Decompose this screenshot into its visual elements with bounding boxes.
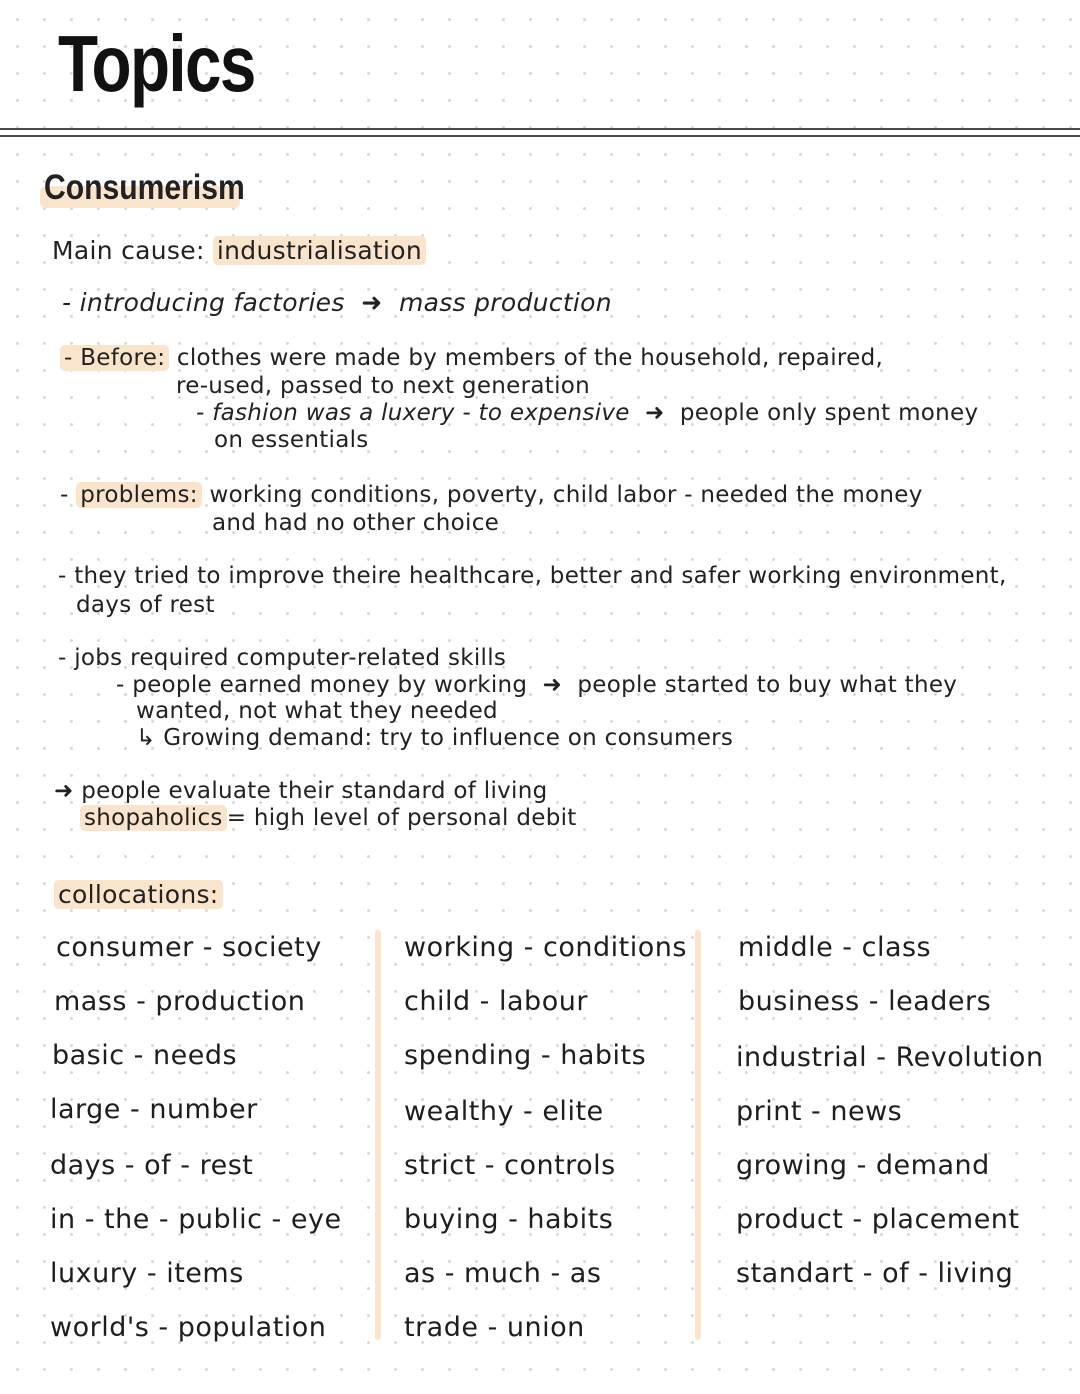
column-divider-1 <box>375 930 381 1340</box>
note-shopaholics-term: shopaholics <box>80 805 227 831</box>
note-shopaholics-text: = high level of personal debit <box>226 805 577 831</box>
collocation-item: as - much - as <box>404 1258 602 1289</box>
collocation-item: child - labour <box>404 986 588 1017</box>
collocation-item: large - number <box>50 1094 258 1125</box>
section-heading: Consumerism <box>44 168 245 207</box>
note-fashion-text: - fashion was a luxery - to expensive <box>196 400 630 426</box>
note-demand-text: Growing demand: try to influence on consumers <box>163 725 734 751</box>
note-evaluate-text: people evaluate their standard of living <box>81 778 548 804</box>
collocations-heading <box>54 880 223 909</box>
note-problems-line2: and had no other choice <box>212 510 500 536</box>
title-divider-bottom <box>0 135 1080 137</box>
note-factories <box>62 288 612 317</box>
collocation-item: luxury - items <box>50 1258 244 1289</box>
note-improve-line2: days of rest <box>76 592 215 618</box>
collocation-item: world's - population <box>50 1312 327 1343</box>
collocation-item: print - news <box>736 1096 903 1127</box>
page-title: Topics <box>58 19 255 108</box>
collocation-item: standart - of - living <box>736 1258 1014 1289</box>
collocation-item: consumer - society <box>56 932 322 963</box>
collocation-item: business - leaders <box>738 986 992 1017</box>
note-before-line2: re-used, passed to next generation <box>176 373 591 399</box>
collocations-heading-text: collocations: <box>54 880 223 909</box>
note-earned-line2: wanted, not what they needed <box>136 698 498 724</box>
note-jobs: - jobs required computer-related skills <box>58 645 507 671</box>
note-earned-result: people started to buy what they <box>577 672 958 698</box>
collocation-item: strict - controls <box>404 1150 616 1181</box>
collocation-item: industrial - Revolution <box>736 1042 1044 1073</box>
collocation-item: wealthy - elite <box>404 1096 604 1127</box>
note-earned <box>116 672 957 698</box>
arrow-right-icon: ➜ <box>534 672 570 698</box>
note-problems: - problems: working conditions, poverty, child labor - needed the money <box>60 482 923 508</box>
note-fashion-result: people only spent money <box>679 400 979 426</box>
collocation-item: growing - demand <box>736 1150 990 1181</box>
note-earned-text: - people earned money by working <box>116 672 528 698</box>
note-before-label: - Before: <box>60 345 169 371</box>
note-factories-text: - introducing factories <box>62 288 345 317</box>
note-before <box>60 345 883 371</box>
collocation-item: product - placement <box>736 1204 1020 1235</box>
note-problems-label: problems: <box>76 482 202 508</box>
note-fashion <box>196 400 978 426</box>
note-demand <box>136 725 733 751</box>
note-mass-production: mass production <box>398 288 612 317</box>
note-before-text: clothes were made by members of the household, repaired, <box>176 345 884 371</box>
note-shopaholics <box>80 805 577 831</box>
collocation-item: spending - habits <box>404 1040 647 1071</box>
title-divider-top <box>0 128 1080 130</box>
main-cause-value: industrialisation <box>213 236 426 265</box>
collocation-item: in - the - public - eye <box>50 1204 342 1235</box>
arrow-right-icon: ↳ <box>136 725 164 751</box>
note-fashion-line2: on essentials <box>214 427 369 453</box>
arrow-right-icon: ➜ <box>54 778 82 804</box>
note-problems-text: working conditions, poverty, child labor - needed the money <box>209 482 923 508</box>
collocation-item: working - conditions <box>404 932 687 963</box>
note-evaluate <box>54 778 548 804</box>
column-divider-2 <box>695 930 701 1340</box>
collocation-item: buying - habits <box>404 1204 614 1235</box>
collocation-item: days - of - rest <box>50 1150 254 1181</box>
collocation-item: trade - union <box>404 1312 585 1343</box>
main-cause-label: Main cause: <box>52 236 205 265</box>
collocation-item: basic - needs <box>52 1040 238 1071</box>
note-improve: - they tried to improve theire healthcare, better and safer working environment, <box>58 563 1007 589</box>
collocation-item: mass - production <box>54 986 306 1017</box>
arrow-right-icon: ➜ <box>352 288 391 317</box>
arrow-right-icon: ➜ <box>637 400 673 426</box>
collocation-item: middle - class <box>738 932 932 963</box>
main-cause-line <box>52 236 426 265</box>
